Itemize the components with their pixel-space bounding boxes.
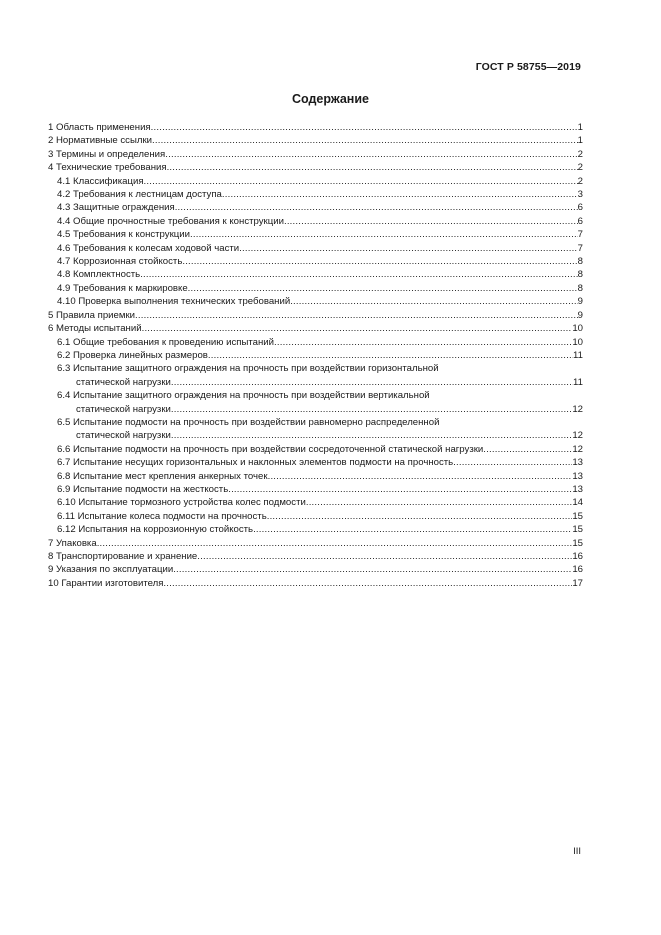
toc-page-number: 2 <box>577 148 583 160</box>
toc-page-number: 8 <box>577 256 583 268</box>
toc-entry-text: 4.6 Требования к колесам ходовой части <box>57 242 240 254</box>
toc-entry[interactable] <box>48 362 583 389</box>
toc-leader-dots <box>208 349 573 362</box>
toc-title: Содержание <box>291 92 369 106</box>
toc-entry-text: 10 Гарантии изготовителя <box>48 577 164 589</box>
toc-page-number: 17 <box>572 577 583 589</box>
toc-page-number: 8 <box>577 269 583 281</box>
toc-entry-text: 6.2 Проверка линейных размеров <box>57 349 208 361</box>
toc-leader-dots <box>171 429 572 442</box>
toc-entry[interactable] <box>48 228 583 241</box>
toc-entry[interactable] <box>48 148 583 161</box>
toc-entry[interactable] <box>48 161 583 174</box>
toc-leader-dots <box>182 255 577 268</box>
toc-entry[interactable] <box>48 550 583 563</box>
toc-leader-dots <box>290 295 577 308</box>
toc-entry-text: 6.5 Испытание подмости на прочность при воздействии равномерно распределенной <box>57 416 440 428</box>
toc-leader-dots <box>222 188 578 201</box>
toc-leader-dots <box>197 550 572 563</box>
toc-leader-dots <box>188 282 578 295</box>
toc-page-number: 2 <box>577 162 583 174</box>
toc-entry-text: 4.5 Требования к конструкции <box>57 229 190 241</box>
toc-entry[interactable] <box>48 282 583 295</box>
toc-page-number: 16 <box>572 564 583 576</box>
toc-page-number: 16 <box>572 551 583 562</box>
toc-leader-dots <box>135 309 578 322</box>
toc-entry-text: 4.1 Классификация <box>57 175 144 187</box>
toc-entry-text: 6.1 Общие требования к проведению испытаний <box>57 336 275 348</box>
toc-page-number: 6 <box>577 202 583 214</box>
toc-page-number: 15 <box>572 524 583 536</box>
toc-entry[interactable] <box>48 577 583 590</box>
toc-entry-text: 4.8 Комплектность <box>57 269 141 281</box>
toc-page-number: 1 <box>577 122 583 133</box>
toc-leader-dots <box>163 577 572 590</box>
toc-entry-text: 1 Область применения <box>48 122 151 133</box>
toc-entry-text: 9 Указания по эксплуатации <box>48 564 174 576</box>
toc-page-number: 12 <box>572 443 583 455</box>
toc-entry[interactable] <box>48 134 583 147</box>
toc-entry-text: 4 Технические требования <box>48 162 167 174</box>
toc-entry-text: 4.4 Общие прочностные требования к конструкции <box>57 215 284 227</box>
toc-page-number: 10 <box>572 323 583 335</box>
toc-page-number: 2 <box>577 175 583 187</box>
table-of-contents <box>48 121 583 590</box>
toc-entry-text-continued: статической нагрузки <box>76 430 171 442</box>
toc-entry-text: 4.7 Коррозионная стойкость <box>57 256 183 268</box>
toc-leader-dots <box>268 470 573 483</box>
toc-entry-text: 4.10 Проверка выполнения технических требований <box>57 296 291 308</box>
toc-entry-text: 3 Термины и определения <box>48 148 166 160</box>
toc-entry[interactable] <box>48 389 583 416</box>
toc-leader-dots <box>483 443 572 456</box>
toc-page-number: 9 <box>577 296 583 308</box>
toc-entry-text: 6.11 Испытание колеса подмости на прочность <box>57 510 267 522</box>
toc-entry-text: 6.12 Испытания на коррозионную стойкость <box>57 524 254 536</box>
toc-entry-text: 6.10 Испытание тормозного устройства колес подмости <box>57 497 306 509</box>
toc-entry-text-continued: статической нагрузки <box>76 376 171 388</box>
toc-entry[interactable] <box>48 175 583 188</box>
toc-leader-dots <box>167 161 578 174</box>
standard-number: ГОСТ Р 58755—2019 <box>475 61 581 73</box>
toc-page-number: 11 <box>573 349 583 361</box>
toc-entry-text: 6.8 Испытание мест крепления анкерных точек <box>57 470 268 482</box>
toc-leader-dots <box>175 201 578 214</box>
toc-leader-dots <box>228 483 572 496</box>
toc-page-number: 9 <box>577 309 583 321</box>
toc-entry[interactable] <box>48 121 583 134</box>
toc-entry-text: 6.6 Испытание подмости на прочность при воздействии сосредоточенной статической нагрузки <box>57 443 484 455</box>
toc-entry[interactable] <box>48 537 583 550</box>
toc-page-number: 10 <box>572 336 583 348</box>
toc-leader-dots <box>173 563 572 576</box>
toc-page-number: 11 <box>573 376 583 388</box>
toc-page-number: 12 <box>572 403 583 415</box>
toc-entry[interactable] <box>48 188 583 201</box>
toc-entry[interactable] <box>48 416 583 443</box>
toc-entry-text: 4.9 Требования к маркировке <box>57 282 188 294</box>
toc-entry[interactable] <box>48 336 583 349</box>
toc-entry-text: 4.2 Требования к лестницам доступа <box>57 189 222 201</box>
toc-entry-text: 6.9 Испытание подмости на жесткость <box>57 483 229 495</box>
toc-entry-text: 6 Методы испытаний <box>48 323 142 335</box>
toc-entry[interactable] <box>48 483 583 496</box>
toc-leader-dots <box>267 510 573 523</box>
toc-leader-dots <box>151 121 578 134</box>
toc-page-number: 3 <box>577 189 583 201</box>
toc-leader-dots <box>284 215 578 228</box>
toc-entry[interactable] <box>48 215 583 228</box>
toc-page-number: 7 <box>577 242 583 254</box>
toc-entry[interactable] <box>48 322 583 335</box>
toc-leader-dots <box>171 403 572 416</box>
toc-leader-dots <box>274 336 572 349</box>
toc-entry[interactable] <box>48 255 583 268</box>
toc-entry[interactable] <box>48 295 583 308</box>
toc-page-number: 14 <box>572 497 583 509</box>
toc-entry[interactable] <box>48 510 583 523</box>
toc-entry[interactable] <box>48 309 583 322</box>
toc-entry-text: 8 Транспортирование и хранение <box>48 551 198 562</box>
toc-entry[interactable] <box>48 268 583 281</box>
toc-leader-dots <box>152 134 578 147</box>
toc-leader-dots <box>165 148 577 161</box>
toc-leader-dots <box>239 242 577 255</box>
toc-entry[interactable] <box>48 201 583 214</box>
toc-leader-dots <box>144 175 578 188</box>
toc-page-number: 1 <box>577 135 583 147</box>
toc-page-number: 15 <box>572 510 583 522</box>
toc-entry-text-continued: статической нагрузки <box>76 403 171 415</box>
toc-entry-text: 4.3 Защитные ограждения <box>57 202 175 214</box>
toc-entry[interactable] <box>48 242 583 255</box>
page-number: III <box>573 846 581 857</box>
toc-page-number: 15 <box>572 537 583 549</box>
toc-entry-text: 6.3 Испытание защитного ограждения на прочность при воздействии горизонтальной <box>57 363 439 375</box>
toc-page-number: 13 <box>572 483 583 495</box>
toc-leader-dots <box>453 456 572 469</box>
toc-entry-text: 2 Нормативные ссылки <box>48 135 153 147</box>
toc-page-number: 12 <box>572 430 583 442</box>
toc-leader-dots <box>140 268 577 281</box>
toc-page-number: 13 <box>572 457 583 469</box>
toc-entry[interactable] <box>48 443 583 456</box>
toc-entry-text: 7 Упаковка <box>48 537 97 549</box>
toc-entry[interactable] <box>48 349 583 362</box>
toc-entry-text: 5 Правила приемки <box>48 309 135 321</box>
toc-page-number: 7 <box>577 229 583 241</box>
toc-entry[interactable] <box>48 470 583 483</box>
toc-entry[interactable] <box>48 563 583 576</box>
toc-leader-dots <box>190 228 578 241</box>
toc-leader-dots <box>171 376 573 389</box>
toc-leader-dots <box>306 496 573 509</box>
toc-page-number: 8 <box>577 282 583 294</box>
toc-leader-dots <box>142 322 573 335</box>
toc-page-number: 13 <box>572 470 583 482</box>
toc-entry[interactable] <box>48 456 583 469</box>
toc-entry[interactable] <box>48 496 583 509</box>
toc-entry[interactable] <box>48 523 583 536</box>
toc-page-number: 6 <box>577 215 583 227</box>
toc-entry-text: 6.7 Испытание несущих горизонтальных и наклонных элементов подмости на прочность <box>57 457 454 469</box>
toc-leader-dots <box>253 523 572 536</box>
toc-entry-text: 6.4 Испытание защитного ограждения на прочность при воздействии вертикальной <box>57 390 430 402</box>
toc-leader-dots <box>97 537 573 550</box>
